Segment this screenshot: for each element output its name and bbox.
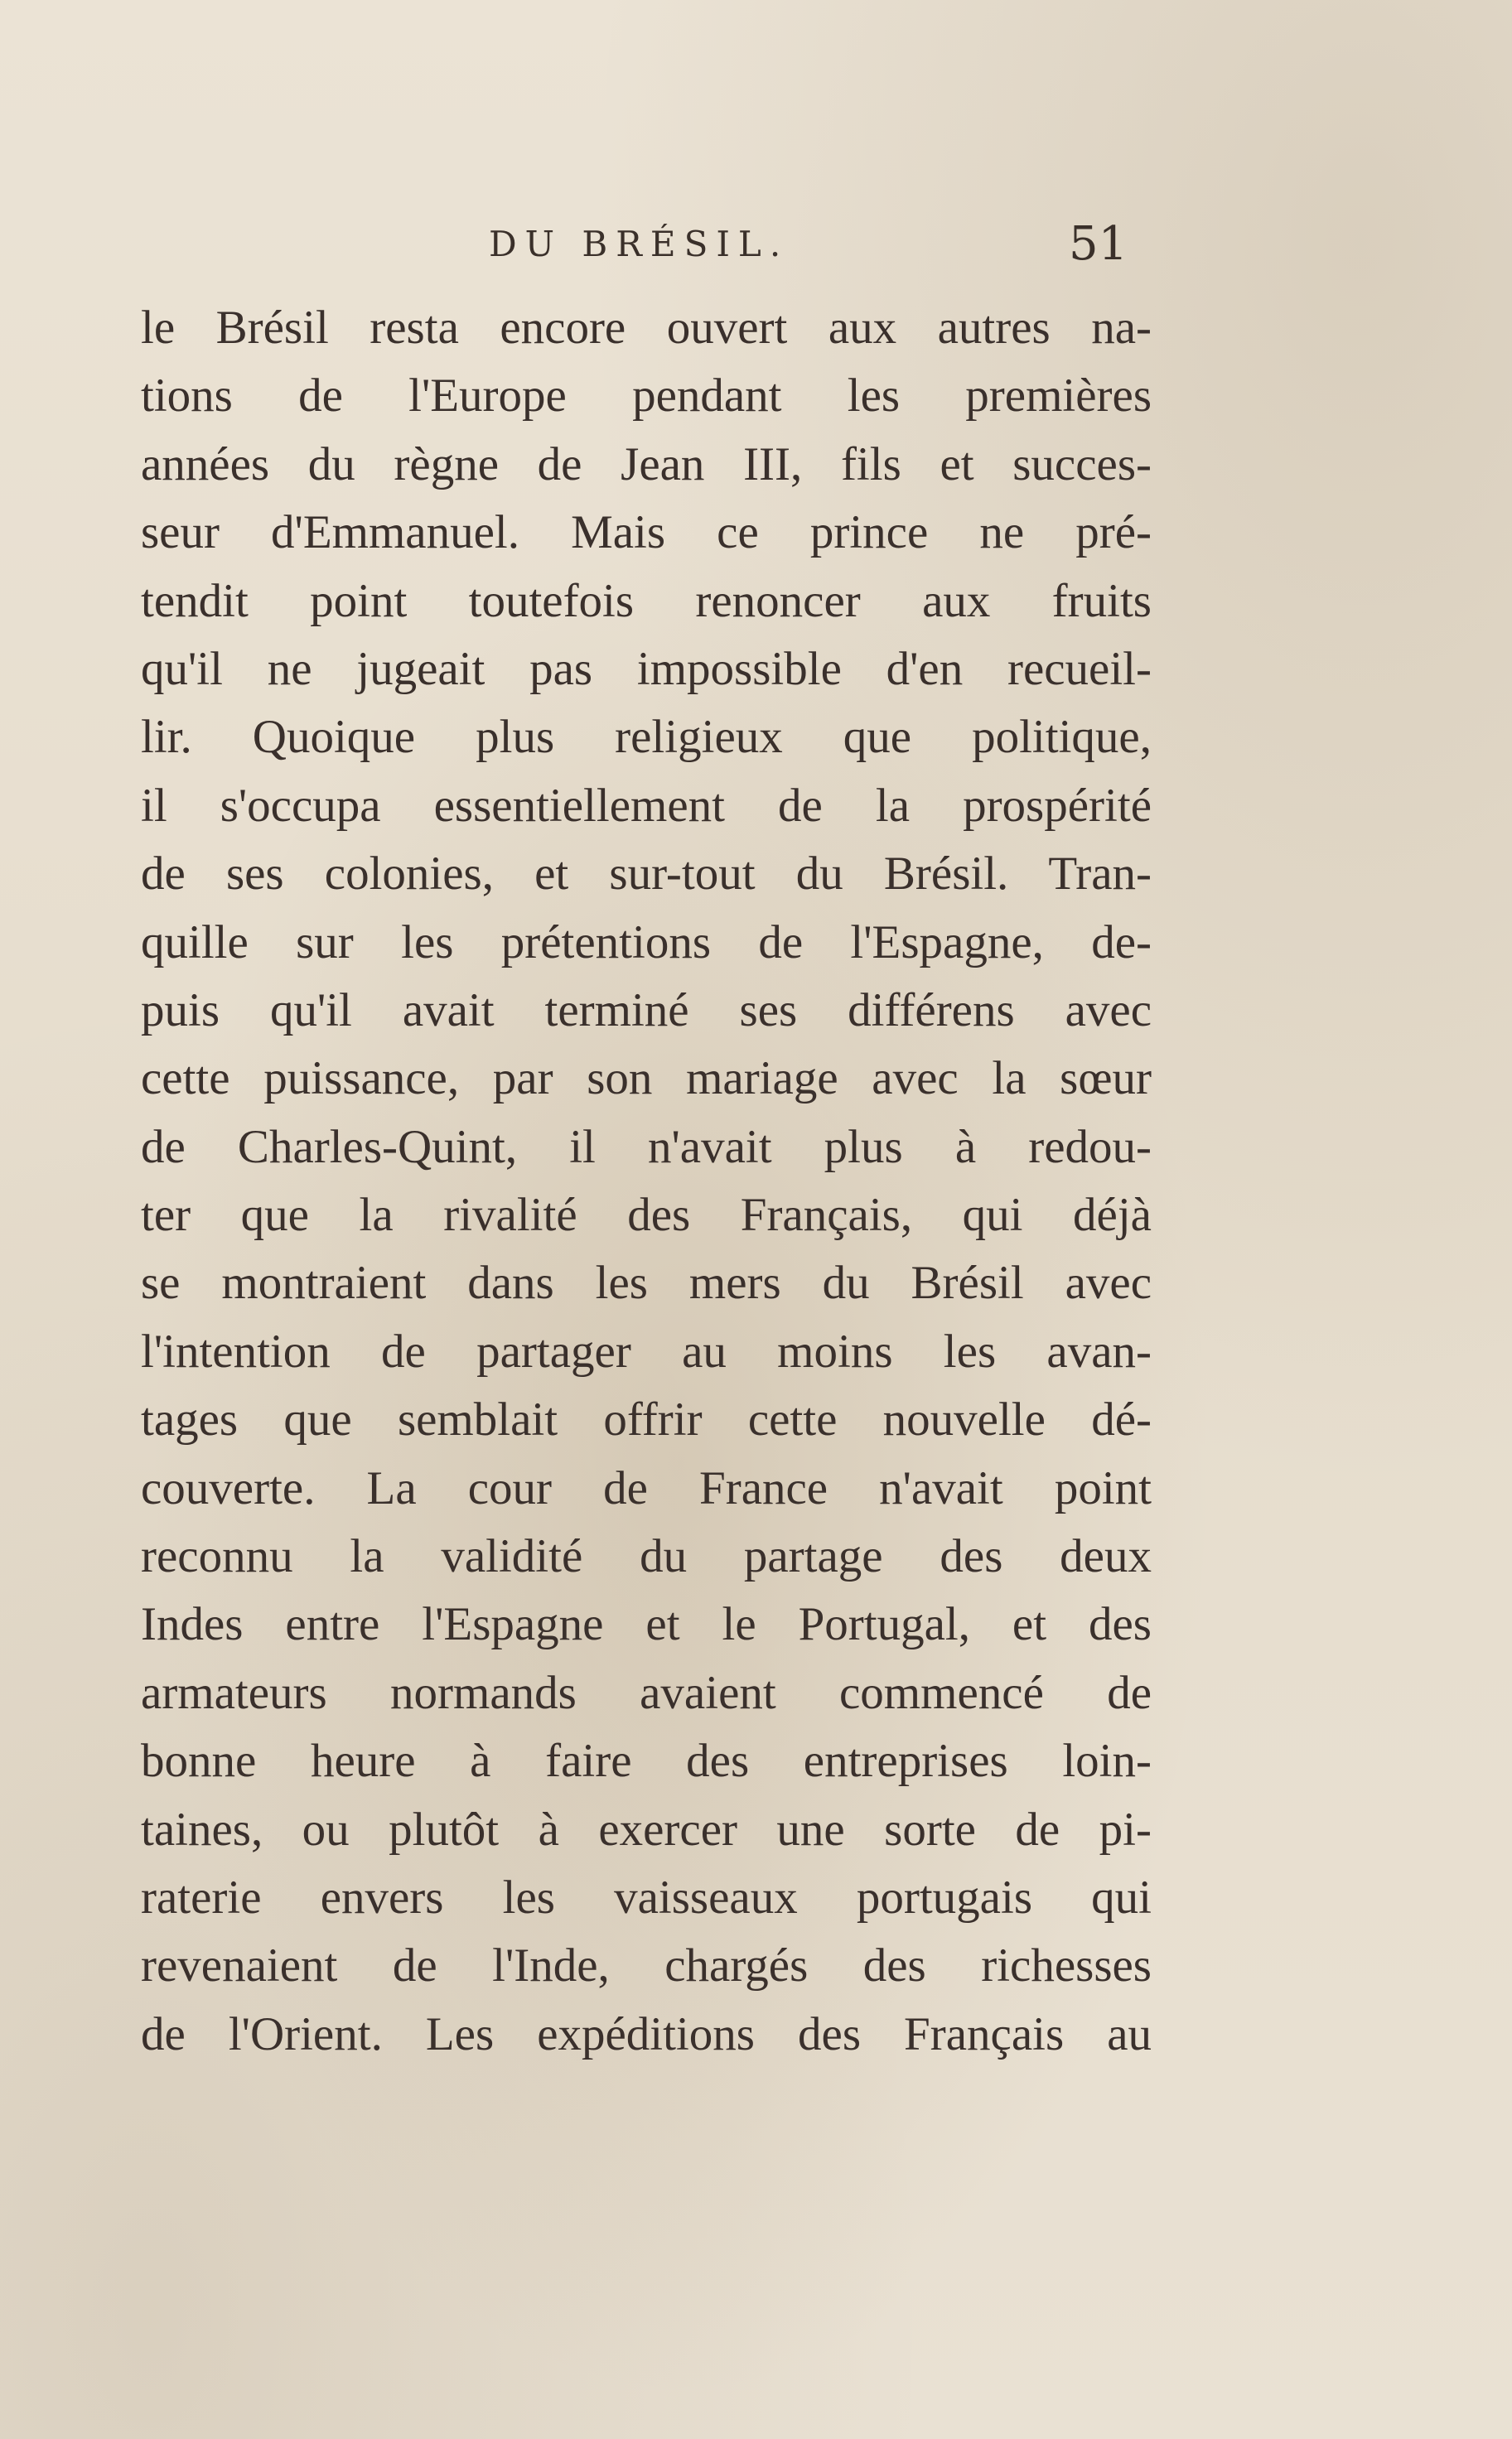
text-line: ter que la rivalité des Français, qui déjà (141, 1189, 1152, 1242)
text-line: de Charles-Quint, il n'avait plus à redou- (141, 1120, 1152, 1173)
text-line: de l'Orient. Les expéditions des Français au (141, 2007, 1152, 2060)
text-line: se montraient dans les mers du Brésil avec (141, 1257, 1152, 1310)
text-line: quille sur les prétentions de l'Espagne, de- (141, 915, 1152, 968)
text-line: il s'occupa essentiellement de la prospérité (141, 779, 1152, 832)
text-line: raterie envers les vaisseaux portugais qui (141, 1871, 1152, 1924)
text-line: lir. Quoique plus religieux que politique, (141, 711, 1152, 764)
text-line: taines, ou plutôt à exercer une sorte de pi- (141, 1803, 1152, 1856)
text-line: couverte. La cour de France n'avait point (141, 1461, 1152, 1514)
text-line: années du règne de Jean III, fils et succes- (141, 437, 1152, 490)
text-line: de ses colonies, et sur-tout du Brésil. Tran- (141, 848, 1152, 901)
text-line: reconnu la validité du partage des deux (141, 1530, 1152, 1583)
running-title: DU BRÉSIL. (489, 224, 790, 264)
text-line: revenaient de l'Inde, chargés des richesses (141, 1939, 1152, 1992)
text-line: Indes entre l'Espagne et le Portugal, et des (141, 1598, 1152, 1651)
text-line: armateurs normands avaient commencé de (141, 1666, 1152, 1719)
text-line: tions de l'Europe pendant les premières (141, 369, 1152, 423)
text-line: puis qu'il avait terminé ses différens avec (141, 983, 1152, 1036)
text-line: l'intention de partager au moins les avan- (141, 1325, 1152, 1378)
text-line: bonne heure à faire des entreprises loin- (141, 1735, 1152, 1788)
text-line: tendit point toutefois renoncer aux fruits (141, 574, 1152, 627)
text-line: cette puissance, par son mariage avec la sœur (141, 1052, 1152, 1105)
page-number: 51 (1069, 217, 1128, 271)
page-header (0, 217, 1512, 282)
text-line: seur d'Emmanuel. Mais ce prince ne pré- (141, 506, 1152, 559)
text-line: qu'il ne jugeait pas impossible d'en recueil- (141, 642, 1152, 695)
body-text (141, 294, 1152, 2069)
text-line: le Brésil resta encore ouvert aux autres na- (141, 302, 1152, 354)
text-line: tages que semblait offrir cette nouvelle dé- (141, 1393, 1152, 1446)
